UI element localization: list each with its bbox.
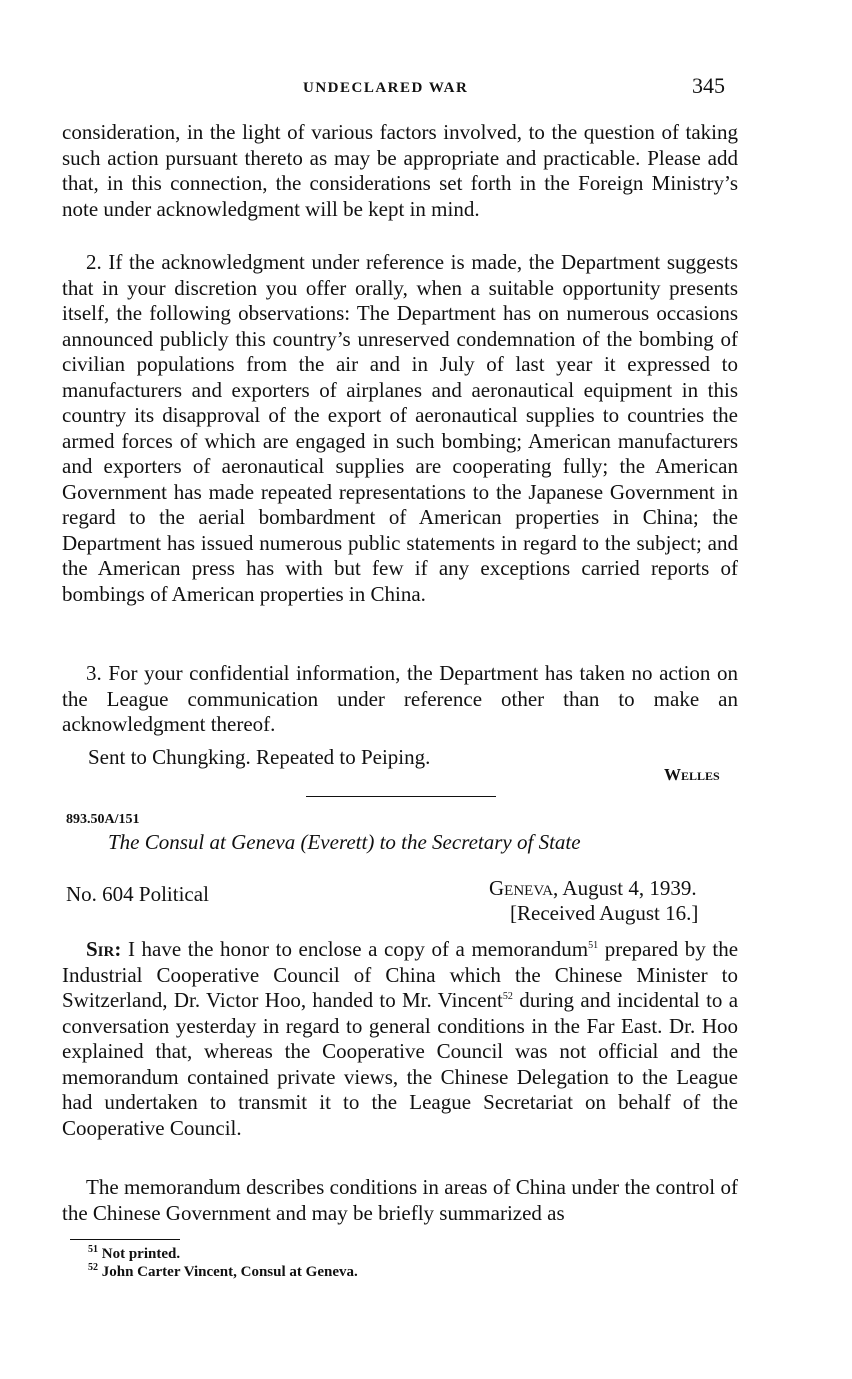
running-title: UNDECLARED WAR [303,80,469,96]
section-divider [306,796,496,797]
footnote-text: Not printed. [101,1246,181,1262]
document-title: The Consul at Geneva (Everett) to the Secretary of State [108,830,581,854]
footnote-ref-51: 51 [588,940,599,951]
footnote-ref-52: 52 [502,991,513,1002]
footnote-marker: 52 [88,1262,98,1273]
dateline-date: August 4, 1939. [562,876,697,900]
document-number: No. 604 Political [66,882,209,906]
paragraph-3 [62,661,738,738]
file-number: 893.50A/151 [66,812,140,827]
paragraph-3-text: 3. For your confidential information, the Department has taken no action on the League communication under reference other than to make an acknowledgment thereof. [62,661,738,736]
footnote-marker: 51 [88,1244,98,1255]
letter-text-b: prepared by the Industrial Cooperative Council of China which the Chinese Minister to Switzerland, Dr. Victor Hoo, handed to Mr. Vincent [62,937,739,1012]
closing-line: Sent to Chungking. Repeated to Peiping. [88,745,431,769]
footnote-text: John Carter Vincent, Consul at Geneva. [101,1264,358,1280]
signature: Welles [664,765,720,784]
salutation: Sir: [86,937,122,961]
footnote-52 [88,1263,358,1281]
letter-paragraph-1-text [62,937,738,1141]
paragraph-continuation [62,120,738,222]
paragraph-1-text: consideration, in the light of various factors involved, to the question of taking such action pursuant thereto as may be appropriate and practicable. Please add that, in this connection, the considerations set forth in the Foreign Ministry’s note under acknowledgment will be kept in mind. [62,120,738,221]
dateline [489,876,697,901]
received-date: [Received August 16.] [510,901,699,925]
letter-text-a: I have the honor to enclose a copy of a memorandum [127,937,589,961]
footnote-51 [88,1245,358,1263]
letter-paragraph-2 [62,1175,738,1226]
letter-paragraph-2-text: The memorandum describes conditions in areas of China under the control of the Chinese Government and may be briefly summarized as [62,1175,738,1225]
letter-paragraph-1 [62,937,738,1141]
page-number: 345 [692,73,725,98]
dateline-place: Geneva, [489,876,559,900]
paragraph-2 [62,250,738,607]
paragraph-2-text: 2. If the acknowledgment under reference is made, the Department suggests that in your discretion you offer orally, when a suitable opportunity presents itself, the following observations: The Department has on numerous occasions announced publicly this country’s unreserved condemnation of the bombing of civilian populations from the air and in July of last year it expressed to manufacturers and exporters of airplanes and aeronautical equipment in this country its disapproval of the export of aeronautical supplies to countries the armed forces of which are engaged in such bombing; American manufacturers and exporters of aeronautical supplies are cooperating fully; the American Government has made repeated representations to the Japanese Government in regard to the aerial bombardment of American properties in China; the Department has issued numerous public statements in regard to the subject; and the American press has with but few if any exceptions carried reports of bombings of American properties in China. [62,250,738,606]
footnote-divider [70,1239,180,1240]
letter-text-c: during and incidental to a conversation yesterday in regard to general conditions in the Far East. Dr. Hoo explained that, whereas the Cooperative Council was not official and the memorandum contained private views, the Chinese Delegation to the League had undertaken to transmit it to the League Secretariat on behalf of the Cooperative Council. [62,988,739,1140]
footnotes [88,1245,358,1281]
